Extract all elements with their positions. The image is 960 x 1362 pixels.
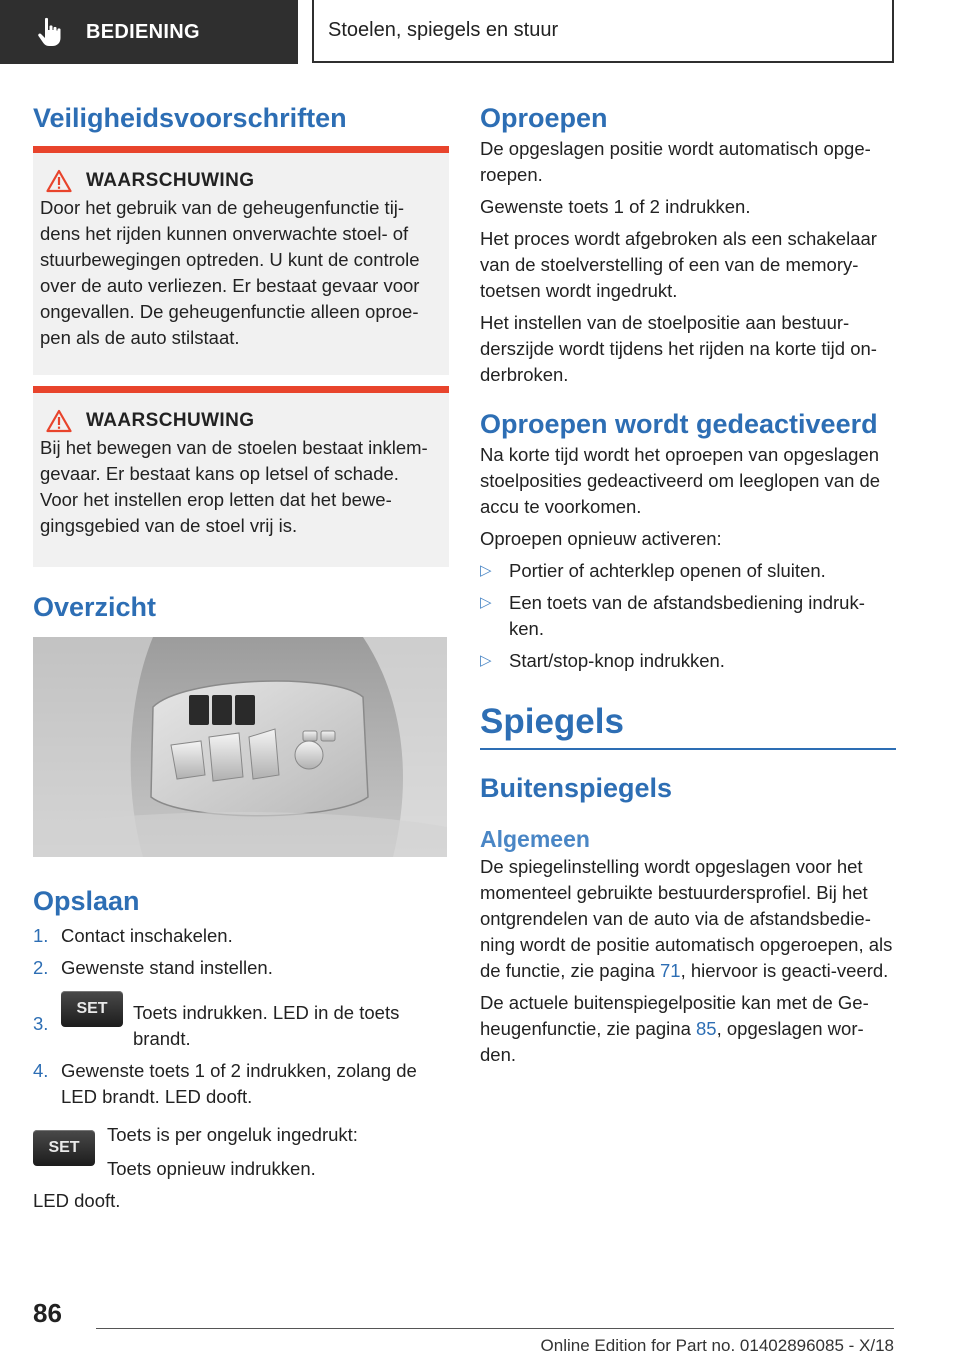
paragraph: Het instellen van de stoelpositie aan bestuur-derszijde wordt tijdens het rijden na korte tijd on-derbroken. bbox=[480, 312, 877, 385]
paragraph-text: , opgeslagen wor-den. bbox=[480, 1018, 864, 1065]
list-item bbox=[33, 1058, 449, 1110]
set-button-icon: SET bbox=[61, 991, 123, 1027]
general-heading: Algemeen bbox=[480, 826, 590, 852]
mirrors-heading: Spiegels bbox=[480, 702, 624, 741]
outside-mirrors-heading: Buitenspiegels bbox=[480, 773, 673, 803]
warning-box-2 bbox=[33, 386, 449, 567]
overview-heading: Overzicht bbox=[33, 592, 157, 622]
page-link[interactable]: 71 bbox=[660, 960, 681, 981]
bullet-text: Portier of achterklep openen of sluiten. bbox=[509, 560, 826, 581]
paragraph-text: De spiegelinstelling wordt opgeslagen voor het momenteel gebruikte bestuurdersprofiel. Bij het ontgrendelen van de auto via de afstandsbedie-ning wordt de positie automatisch opgeroepen, als de functie, zie pagina bbox=[480, 856, 893, 981]
left-column bbox=[33, 100, 449, 1214]
paragraph: Na korte tijd wordt het oproepen van opgeslagen stoelposities gedeactiveerd om leeglopen van de accu te voorkomen. bbox=[480, 444, 881, 517]
step-number: 2. bbox=[33, 957, 49, 978]
note-text: Toets is per ongeluk ingedrukt: bbox=[107, 1124, 358, 1145]
edition-text: Online Edition for Part no. 01402896085 - X/18 bbox=[540, 1336, 894, 1355]
warning-triangle-icon bbox=[46, 409, 72, 433]
store-heading: Opslaan bbox=[33, 886, 140, 916]
warning-label: WAARSCHUWING bbox=[86, 170, 255, 191]
right-column bbox=[480, 100, 896, 1068]
step-text: Contact inschakelen. bbox=[61, 925, 233, 946]
bullet-triangle-icon: ▷ bbox=[480, 594, 492, 611]
paragraph: Gewenste toets 1 of 2 indrukken. bbox=[480, 196, 751, 217]
step-number: 1. bbox=[33, 925, 49, 946]
section-tab bbox=[0, 0, 298, 64]
step-number: 3. bbox=[33, 1013, 49, 1034]
page-number: 86 bbox=[33, 1298, 62, 1328]
list-item bbox=[33, 991, 449, 1052]
warning-text: Bij het bewegen van de stoelen bestaat inklem-gevaar. Er bestaat kans op letsel of schade. Voor het instellen erop letten dat het bewe-gingsgebied van de stoel vrij is. bbox=[40, 437, 428, 536]
led-off-text: LED dooft. bbox=[33, 1190, 121, 1211]
bullet-triangle-icon: ▷ bbox=[480, 562, 492, 579]
step-text: Gewenste stand instellen. bbox=[61, 957, 273, 978]
heading-rule bbox=[480, 748, 896, 750]
chapter-tab bbox=[312, 0, 894, 63]
bullet-triangle-icon: ▷ bbox=[480, 652, 492, 669]
list-item bbox=[480, 648, 896, 674]
set-button-icon: SET bbox=[33, 1130, 95, 1166]
warning-triangle-icon bbox=[46, 169, 72, 193]
list-item bbox=[480, 590, 896, 642]
paragraph bbox=[480, 990, 896, 1068]
paragraph: Oproepen opnieuw activeren: bbox=[480, 528, 722, 549]
note-text: Toets opnieuw indrukken. bbox=[107, 1158, 316, 1179]
note-block bbox=[33, 1122, 449, 1182]
paragraph-text: , hiervoor is geacti-veerd. bbox=[680, 960, 889, 981]
step-number: 4. bbox=[33, 1060, 49, 1081]
deactivated-heading: Oproepen wordt gedeactiveerd bbox=[480, 409, 878, 439]
chapter-label: Stoelen, spiegels en stuur bbox=[328, 19, 559, 41]
warning-label: WAARSCHUWING bbox=[86, 410, 255, 431]
safety-heading: Veiligheidsvoorschriften bbox=[33, 103, 347, 133]
bullet-text: Een toets van de afstandsbediening indruk-ken. bbox=[509, 592, 865, 639]
paragraph: De opgeslagen positie wordt automatisch opge-roepen. bbox=[480, 138, 871, 185]
seat-controls-image bbox=[33, 637, 447, 857]
step-text: Gewenste toets 1 of 2 indrukken, zolang de LED brandt. LED dooft. bbox=[61, 1060, 417, 1107]
warning-text: Door het gebruik van de geheugenfunctie tij-dens het rijden kunnen onverwachte stoel- of stuurbewegingen optreden. U kunt de controle over de auto verliezen. Er bestaat gevaar voor ongevallen. De geheugenfunctie alleen oproe-pen als de auto stilstaat. bbox=[40, 197, 420, 348]
section-label: BEDIENING bbox=[86, 20, 200, 43]
list-item bbox=[33, 955, 449, 981]
store-steps bbox=[33, 923, 449, 1110]
paragraph: Het proces wordt afgebroken als een schakelaar van de stoelverstelling of een van de memory-toetsen wordt ingedrukt. bbox=[480, 228, 877, 301]
step-text: Toets indrukken. LED in de toets brandt. bbox=[133, 1002, 400, 1049]
warning-title bbox=[40, 169, 441, 193]
footer-rule bbox=[96, 1328, 894, 1329]
list-item bbox=[33, 923, 449, 949]
paragraph-text: De actuele buitenspiegelpositie kan met de Ge-heugenfunctie, zie pagina bbox=[480, 992, 869, 1039]
warning-title bbox=[40, 409, 441, 433]
hand-icon bbox=[36, 17, 64, 47]
bullet-text: Start/stop-knop indrukken. bbox=[509, 650, 725, 671]
recall-heading: Oproepen bbox=[480, 103, 608, 133]
warning-box-1 bbox=[33, 146, 449, 375]
page-link[interactable]: 85 bbox=[696, 1018, 717, 1039]
reactivate-list bbox=[480, 558, 896, 674]
paragraph bbox=[480, 854, 896, 984]
list-item bbox=[480, 558, 896, 584]
